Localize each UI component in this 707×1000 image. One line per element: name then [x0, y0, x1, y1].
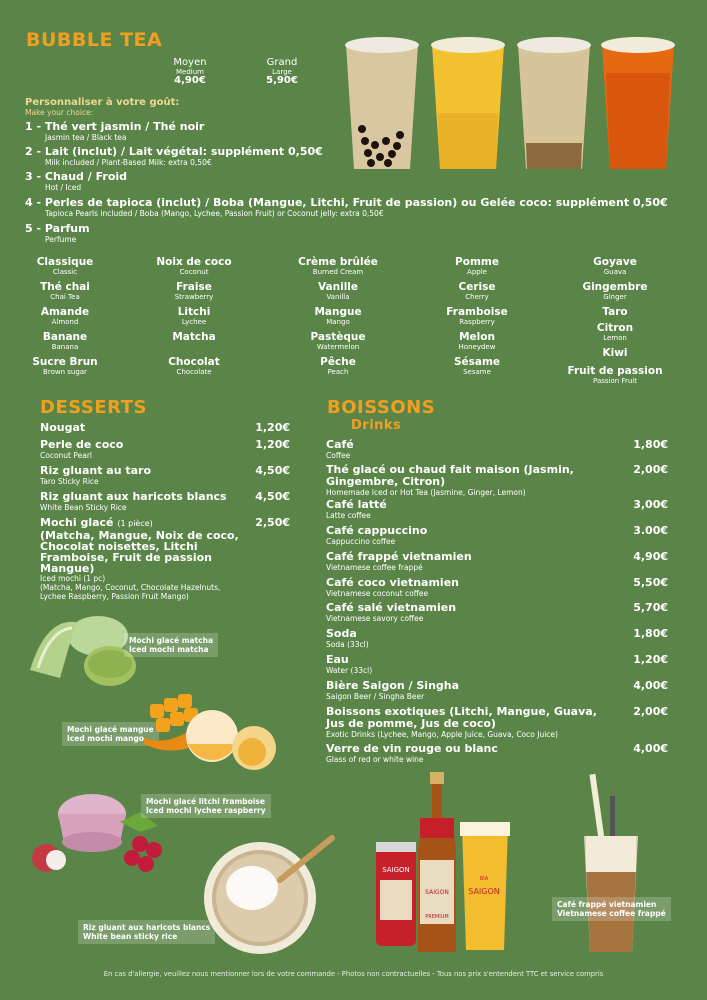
size-large-sub: Large [272, 68, 292, 76]
drink-price: 2,00€ [633, 705, 668, 718]
caption-fr: Riz gluant aux haricots blancs [83, 923, 211, 932]
drink-name: Café coco vietnamien [326, 576, 459, 589]
option-sub: Jasmin tea / Black tea [45, 133, 127, 142]
caption-en: Iced mochi mango [67, 734, 144, 743]
drinks-title: BOISSONS [327, 397, 436, 418]
dessert-name: Mochi glacé [40, 516, 114, 529]
customize-sub: Make your choice: [25, 108, 94, 117]
dessert-item [40, 465, 290, 486]
flavor-item [283, 281, 393, 302]
flavor-item [10, 281, 120, 302]
flavor-sub: Strawberry [174, 293, 214, 301]
flavor-sub: Lemon [603, 334, 627, 342]
flavor-name: Mangue [314, 306, 362, 318]
flavor-item [560, 281, 670, 302]
flavor-name: Vanille [317, 281, 359, 293]
footer-note: En cas d'allergie, veuillez nous mentionner lors de votre commande - Photos non contractuelles - Tous nos prix s'entendent TTC et service compris [103, 970, 604, 978]
drink-name: Bière Saigon / Singha [326, 679, 460, 692]
drink-item [326, 525, 668, 546]
flavor-name: Pêche [320, 356, 356, 368]
drink-sub: Vietnamese coconut coffee [326, 589, 429, 598]
dessert-sub: Iced mochi (1 pc) [40, 574, 106, 583]
desserts-title: DESSERTS [40, 397, 147, 418]
drink-name: Thé glacé ou chaud fait maison (Jasmin, Gingembre, Citron) [326, 463, 574, 488]
dessert-note: (1 pièce) [117, 519, 153, 528]
dessert-price: 4,50€ [255, 464, 290, 477]
flavor-name: Crème brûlée [298, 256, 378, 268]
flavor-sub: Coconut [179, 268, 209, 276]
option-5 [25, 223, 90, 244]
flavor-name: Citron [596, 322, 634, 334]
flavor-name: Litchi [177, 306, 211, 318]
flavor-name: Sucre Brun [32, 356, 98, 368]
caption-fr: Mochi glacé matcha [129, 636, 214, 645]
flavor-sub: Chocolate [176, 368, 212, 376]
flavor-name: Matcha [172, 331, 216, 343]
glass-bia: BIA [479, 876, 489, 882]
dessert-item [40, 422, 290, 434]
can-brand: SAIGON [382, 866, 410, 874]
bottle-brand: SAIGON [425, 889, 449, 896]
drinks-subtitle: Drinks [351, 418, 402, 433]
flavor-item [560, 322, 670, 343]
caption-rice [78, 920, 215, 944]
drink-price: 4,00€ [633, 742, 668, 755]
drink-item [326, 439, 668, 460]
drink-name: Café [326, 438, 354, 451]
flavor-sub: Sesame [463, 368, 491, 376]
flavor-name: Fraise [176, 281, 212, 293]
caption-fr: Café frappé vietnamien [557, 900, 657, 909]
option-4 [25, 197, 668, 218]
drink-item [326, 654, 668, 675]
cup-milk-tea [345, 37, 419, 169]
flavor-item [560, 347, 670, 359]
drink-price: 1,80€ [633, 627, 668, 640]
dessert-name: Riz gluant aux haricots blancs [40, 490, 227, 503]
flavor-item [139, 256, 249, 277]
cafe-frappe-image [578, 772, 648, 960]
flavor-sub: Passion Fruit [593, 377, 637, 385]
option-main: 2 - Lait (inclut) / Lait végétal: supplément 0,50€ [25, 145, 323, 158]
bottle-type: PREMIUM [425, 914, 449, 920]
caption-litchi [141, 794, 271, 818]
dessert-price: 2,50€ [255, 516, 290, 529]
flavor-item [422, 281, 532, 302]
drink-item [326, 464, 668, 497]
option-sub: Perfume [45, 235, 77, 244]
flavor-item [283, 331, 393, 352]
flavor-item [139, 356, 249, 377]
flavor-item [139, 306, 249, 327]
drink-sub: Vietnamese coffee frappé [326, 563, 423, 572]
flavor-sub: Banana [51, 343, 79, 351]
drink-price: 5,50€ [633, 576, 668, 589]
size-large-price: 5,90€ [266, 75, 298, 86]
drink-sub: Homemade Iced or Hot Tea (Jasmine, Ginger, Lemon) [326, 488, 526, 497]
dessert-name: Riz gluant au taro [40, 464, 152, 477]
flavor-sub: Watermelon [316, 343, 360, 351]
flavor-item [10, 356, 120, 377]
flavor-sub: Vanilla [326, 293, 350, 301]
flavor-name: Melon [459, 331, 495, 343]
bubble-tea-title: BUBBLE TEA [26, 29, 163, 51]
flavor-sub: Lychee [181, 318, 207, 326]
size-medium-sub: Medium [176, 68, 204, 76]
caption-fr: Mochi glacé litchi framboise [146, 797, 265, 806]
option-sub: Hot / Iced [45, 183, 82, 192]
flavor-name: Framboise [446, 306, 508, 318]
flavor-sub: Cherry [465, 293, 489, 301]
drink-name: Café salé vietnamien [326, 601, 457, 614]
option-sub: Milk included / Plant-Based Milk: extra 0,50€ [45, 158, 212, 167]
drink-item [326, 602, 668, 623]
drink-item [326, 551, 668, 572]
beer-saigon-image [372, 770, 518, 960]
flavor-item [10, 256, 120, 277]
drink-sub: Saigon Beer / Singha Beer [326, 692, 425, 701]
flavor-name: Pomme [455, 256, 499, 268]
option-main: 3 - Chaud / Froid [25, 170, 128, 183]
flavor-sub: Apple [467, 268, 487, 276]
dessert-price: 1,20€ [255, 421, 290, 434]
flavor-name: Kiwi [602, 347, 628, 359]
flavor-name: Classique [36, 256, 94, 268]
flavor-sub: Guava [603, 268, 627, 276]
drink-price: 1,20€ [633, 653, 668, 666]
option-main: 5 - Parfum [25, 222, 90, 235]
size-medium-price: 4,90€ [174, 75, 206, 86]
size-large-name: Grand [266, 57, 298, 68]
drink-sub: Cappuccino coffee [326, 537, 396, 546]
dessert-price: 4,50€ [255, 490, 290, 503]
flavor-name: Cerise [458, 281, 496, 293]
drink-sub: Glass of red or white wine [326, 755, 424, 764]
drink-item [326, 680, 668, 701]
flavor-item [10, 331, 120, 352]
flavor-item [422, 306, 532, 327]
drink-sub: Latte coffee [326, 511, 371, 520]
drink-price: 5,70€ [633, 601, 668, 614]
flavor-sub: Honeydew [458, 343, 496, 351]
drink-price: 2,00€ [633, 463, 668, 476]
flavor-item [422, 356, 532, 377]
size-large [260, 58, 304, 86]
flavor-sub: Brown sugar [43, 368, 87, 376]
flavor-name: Chocolat [168, 356, 220, 368]
glass-brand: SAIGON [468, 887, 500, 896]
drink-item [326, 743, 668, 764]
flavor-item [139, 281, 249, 302]
drink-item [326, 499, 668, 520]
drink-price: 3.00€ [633, 524, 668, 537]
flavor-item [560, 256, 670, 277]
flavor-item [283, 306, 393, 327]
drink-sub: Water (33cl) [326, 666, 373, 675]
flavor-name: Thé chai [40, 281, 90, 293]
flavor-name: Sésame [453, 356, 501, 368]
drink-item [326, 706, 668, 739]
drink-sub: Soda (33cl) [326, 640, 369, 649]
flavor-item [422, 256, 532, 277]
flavor-item [10, 306, 120, 327]
dessert-sub-flavors: (Matcha, Mango, Coconut, Chocolate Hazelnuts, Lychee Raspberry, Passion Fruit Mango) [40, 583, 221, 601]
dessert-price: 1,20€ [255, 438, 290, 451]
size-medium-name: Moyen [173, 57, 207, 68]
flavor-item [560, 306, 670, 318]
flavor-sub: Mango [326, 318, 350, 326]
dessert-item [40, 491, 290, 512]
option-main: 4 - Perles de tapioca (inclut) / Boba (Mangue, Litchi, Fruit de passion) ou Gelée coco: supplément 0,50€ [25, 196, 668, 209]
flavor-sub: Chai Tea [50, 293, 80, 301]
caption-frappe [552, 897, 671, 921]
caption-matcha [124, 633, 218, 657]
bubble-tea-cups-image [340, 33, 680, 173]
sticky-rice-image [196, 832, 336, 956]
flavor-sub: Burned Cream [312, 268, 364, 276]
flavor-item [560, 365, 670, 386]
flavor-name: Fruit de passion [567, 365, 663, 377]
flavor-sub: Raspberry [459, 318, 495, 326]
flavor-sub: Ginger [603, 293, 627, 301]
drink-name: Soda [326, 627, 357, 640]
flavor-item [283, 256, 393, 277]
flavor-name: Goyave [593, 256, 637, 268]
caption-en: Iced mochi matcha [129, 645, 209, 654]
drink-name: Boissons exotiques (Litchi, Mangue, Guava, Jus de pomme, Jus de coco) [326, 705, 597, 730]
drink-name: Café frappé vietnamien [326, 550, 472, 563]
caption-en: Vietnamese coffee frappé [557, 909, 666, 918]
flavor-sub: Almond [51, 318, 79, 326]
dessert-sub: White Bean Sticky Rice [40, 503, 127, 512]
drink-name: Eau [326, 653, 349, 666]
option-main: 1 - Thé vert jasmin / Thé noir [25, 120, 205, 133]
option-2 [25, 146, 323, 167]
drink-price: 4,00€ [633, 679, 668, 692]
flavor-item [422, 331, 532, 352]
drink-name: Café cappuccino [326, 524, 428, 537]
size-medium [168, 58, 212, 86]
flavor-name: Amande [40, 306, 90, 318]
flavor-item [283, 356, 393, 377]
flavor-sub: Peach [327, 368, 349, 376]
caption-en: Iced mochi lychee raspberry [146, 806, 266, 815]
caption-en: White bean sticky rice [83, 932, 178, 941]
flavor-item [139, 331, 249, 343]
caption-fr: Mochi glacé mangue [67, 725, 154, 734]
drink-sub: Coffee [326, 451, 351, 460]
drink-price: 1,80€ [633, 438, 668, 451]
drink-price: 3,00€ [633, 498, 668, 511]
option-sub: Tapioca Pearls included / Boba (Mango, Lychee, Passion Fruit) or Coconut jelly: extra 0,50€ [45, 209, 384, 218]
drink-name: Café latté [326, 498, 387, 511]
drink-sub: Exotic Drinks (Lychee, Mango, Apple Juice, Guava, Coco Juice) [326, 730, 558, 739]
dessert-sub: Coconut Pearl [40, 451, 93, 460]
dessert-sub: Taro Sticky Rice [40, 477, 99, 486]
drink-price: 4,90€ [633, 550, 668, 563]
option-1 [25, 121, 204, 142]
drink-sub: Vietnamese savory coffee [326, 614, 424, 623]
drink-name: Verre de vin rouge ou blanc [326, 742, 498, 755]
drink-item [326, 577, 668, 598]
dessert-name: Nougat [40, 421, 86, 434]
flavor-name: Gingembre [582, 281, 648, 293]
drink-item [326, 628, 668, 649]
dessert-item-mochi [40, 517, 290, 601]
flavor-name: Pastèque [310, 331, 366, 343]
mochi-mango-image [142, 692, 277, 774]
flavor-name: Noix de coco [156, 256, 232, 268]
flavor-name: Taro [602, 306, 628, 318]
flavor-name: Banane [42, 331, 88, 343]
option-3 [25, 171, 127, 192]
customize-title: Personnaliser à votre goût: [25, 97, 180, 108]
dessert-flavors: (Matcha, Mangue, Noix de coco, Chocolat noisettes, Litchi Framboise, Fruit de passion Mangue) [40, 529, 239, 575]
dessert-name: Perle de coco [40, 438, 124, 451]
dessert-item [40, 439, 290, 460]
flavor-sub: Classic [52, 268, 78, 276]
